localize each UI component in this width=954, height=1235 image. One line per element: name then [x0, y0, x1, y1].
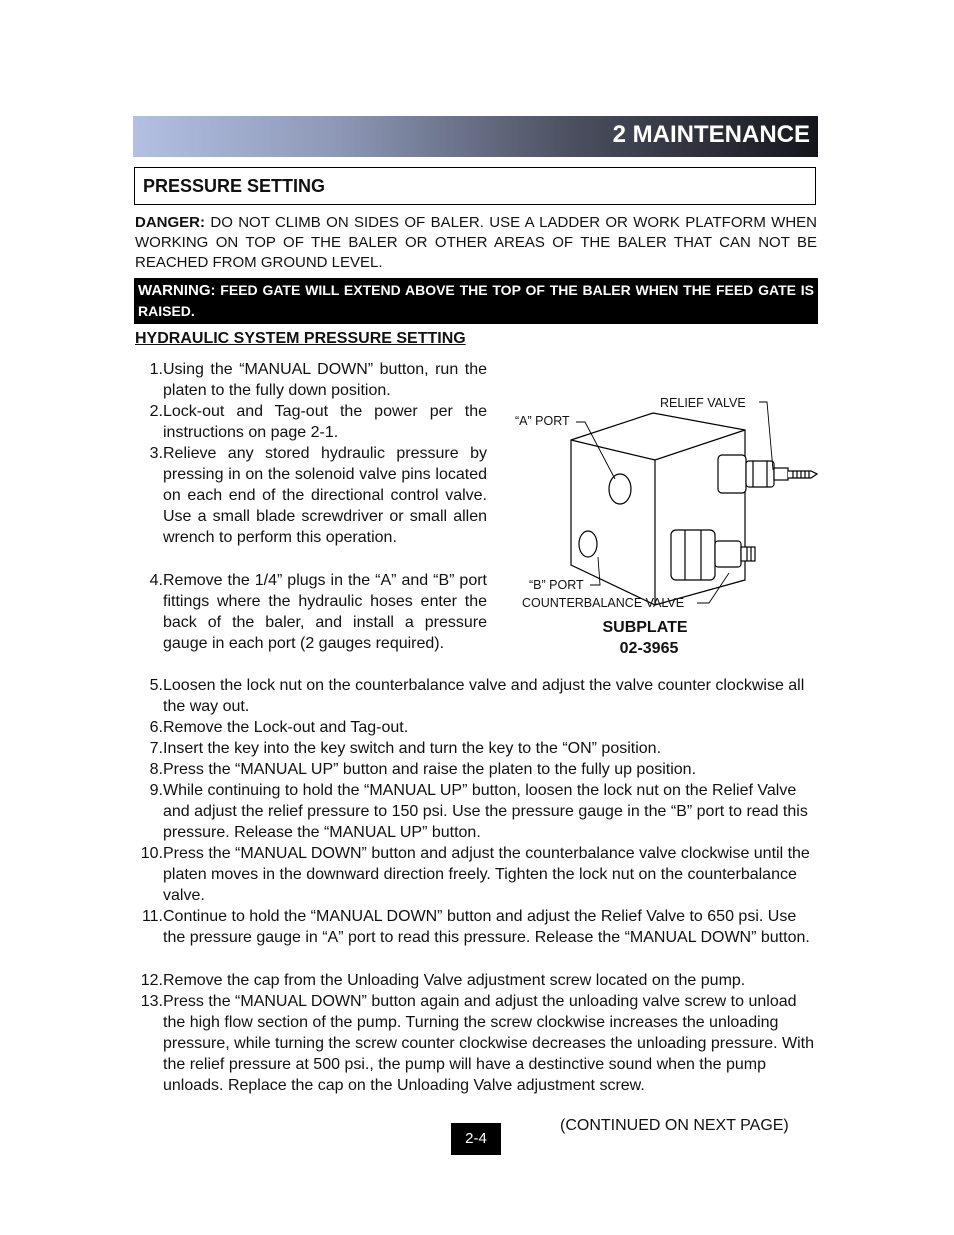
step-text: Press the “MANUAL DOWN” button again and adjust the unloading valve screw to unload the high flow section of the pump. Turning the screw clockwise increases the unloading pressure, while turning the screw counter clockwise decreases the unloading pressure. With the relief pressure at 500 psi., the pump will have a destinctive sound when the pump unloads. Replace the cap on the Unloading Valve adjustment screw. [163, 993, 814, 1094]
step-text: Loosen the lock nut on the counterbalance valve and adjust the valve counter clockwise all the way out. [163, 677, 805, 715]
page-number: 2-4 [451, 1123, 501, 1155]
warning-notice [134, 278, 818, 324]
step-number: 4. [149, 572, 163, 589]
section-title: PRESSURE SETTING [143, 176, 326, 196]
step-text: Using the “MANUAL DOWN” button, run the platen to the fully down position. [163, 361, 487, 399]
step-text: Remove the Lock-out and Tag-out. [163, 719, 409, 736]
danger-notice [135, 213, 817, 273]
counterbalance-valve-label: COUNTERBALANCE VALVE [522, 596, 685, 610]
figure-caption-title: SUBPLATE [602, 619, 688, 636]
step-number: 11. [141, 908, 163, 925]
step-text: While continuing to hold the “MANUAL UP” button, loosen the lock nut on the Relief Valve and adjust the relief pressure to 150 psi. Use the pressure gauge in the “B” port to read this pressure. Release the “MANUAL UP” button. [163, 782, 808, 841]
procedure-subheading: HYDRAULIC SYSTEM PRESSURE SETTING [135, 330, 466, 347]
b-port-label: “B” PORT [529, 578, 584, 592]
step-number: 1. [149, 361, 163, 378]
step-number: 13. [140, 993, 163, 1010]
step-text: Lock-out and Tag-out the power per the instructions on page 2-1. [163, 403, 487, 441]
step-number: 5. [149, 677, 163, 694]
step-text: Relieve any stored hydraulic pressure by pressing in on the solenoid valve pins located on each end of the directional control valve. Use a small blade screwdriver or small allen wrench to perform this operation. [163, 445, 487, 546]
step-number: 2. [149, 403, 163, 420]
figure-caption-number: 02-3965 [619, 640, 679, 657]
relief-valve-label: RELIEF VALVE [660, 396, 746, 410]
step-text: Press the “MANUAL UP” button and raise the platen to the fully up position. [163, 761, 697, 778]
danger-label: DANGER: [135, 214, 205, 231]
step-text: Remove the cap from the Unloading Valve adjustment screw located on the pump. [163, 972, 746, 989]
step-text: Insert the key into the key switch and turn the key to the “ON” position. [163, 740, 662, 757]
relief-valve-icon [718, 455, 817, 493]
step-text: Remove the 1/4” plugs in the “A” and “B” port fittings where the hydraulic hoses enter the back of the baler, and install a pressure gauge in each port (2 gauges required). [163, 572, 487, 652]
step-number: 8. [149, 761, 163, 778]
danger-text: DO NOT CLIMB ON SIDES OF BALER. USE A LADDER OR WORK PLATFORM WHEN WORKING ON TOP OF THE BALER OR OTHER AREAS OF THE BALER THAT CAN NOT BE REACHED FROM GROUND LEVEL. [135, 214, 817, 271]
chapter-title: 2 MAINTENANCE [612, 121, 810, 148]
warning-label: WARNING: [138, 282, 216, 299]
step-number: 10. [140, 845, 163, 862]
warning-text: FEED GATE WILL EXTEND ABOVE THE TOP OF THE BALER WHEN THE FEED GATE IS RAISED. [138, 282, 814, 319]
chapter-header-bar [133, 116, 818, 157]
step-text: Press the “MANUAL DOWN” button and adjust the counterbalance valve clockwise until the platen moves in the downward direction freely. Tighten the lock nut on the counterbalance valve. [163, 845, 810, 904]
section-title-box [134, 167, 816, 205]
step-number: 9. [149, 782, 163, 799]
subplate-figure [505, 385, 825, 660]
step-number: 6. [149, 719, 163, 736]
a-port-label: “A” PORT [515, 414, 570, 428]
step-number: 7. [149, 740, 163, 757]
step-number: 3. [149, 445, 163, 462]
step-number: 12. [140, 972, 163, 989]
continued-note: (CONTINUED ON NEXT PAGE) [560, 1117, 789, 1134]
step-text: Continue to hold the “MANUAL DOWN” button and adjust the Relief Valve to 650 psi. Use the pressure gauge in “A” port to read this pressure. Release the “MANUAL DOWN” button. [163, 908, 810, 946]
